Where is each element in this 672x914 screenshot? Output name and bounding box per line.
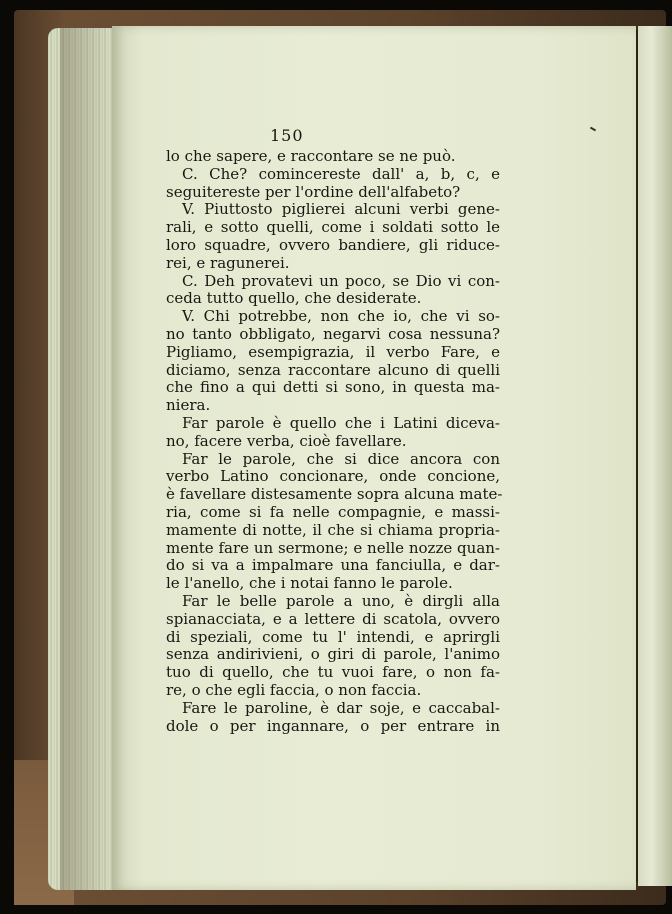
text-line: senza andirivieni, o giri di parole, l'animo: [166, 645, 500, 664]
text-line: mamente di notte, il che si chiama propria-: [166, 520, 500, 539]
text-line: no tanto obbligato, negarvi cosa nessuna?: [166, 324, 500, 343]
text-line: do si va a impalmare una fanciulla, e dar-: [166, 556, 500, 575]
text-line: V. Chi potrebbe, non che io, che vi so-: [182, 307, 500, 326]
text-line: ceda tutto quello, che desiderate.: [166, 289, 422, 308]
text-line: C. Deh provatevi un poco, se Dio vi con-: [182, 271, 500, 290]
text-line: Fare le paroline, è dar soje, e caccabal-: [182, 698, 500, 717]
text-line: lo che sapere, e raccontare se ne può.: [166, 147, 456, 165]
text-line: mente fare un sermone; e nelle nozze quan-: [166, 538, 500, 557]
text-line: Pigliamo, esempigrazia, il verbo Fare, e: [166, 342, 500, 361]
text-line: C. Che? comincereste dall' a, b, c, e: [182, 164, 500, 183]
text-line: di speziali, come tu l' intendi, e aprirgli: [166, 627, 500, 646]
text-line: no, facere verba, cioè favellare.: [166, 431, 407, 450]
text-line: Far le parole, che si dice ancora con: [182, 449, 500, 468]
text-line: dole o per ingannare, o per entrare in: [166, 716, 500, 735]
text-line: che fino a qui detti si sono, in questa ma-: [166, 378, 500, 397]
text-line: niera.: [166, 396, 211, 415]
text-line: loro squadre, ovvero bandiere, gli riduce-: [166, 235, 500, 254]
text-line: Far le belle parole a uno, è dirgli alla: [182, 591, 500, 610]
text-line: è favellare distesamente sopra alcuna mate-: [166, 485, 503, 504]
page-text: [166, 147, 503, 735]
text-line: spianacciata, e a lettere di scatola, ovvero: [166, 609, 500, 628]
text-line: ria, come si fa nelle compagnie, e massi-: [166, 502, 500, 521]
text-line: rei, e ragunerei.: [166, 253, 290, 272]
page-number: 150: [270, 126, 304, 145]
text-line: re, o che egli faccia, o non faccia.: [166, 680, 422, 699]
text-line: rali, e sotto quelli, come i soldati sotto le: [166, 218, 500, 237]
text-line: seguitereste per l'ordine dell'alfabeto?: [166, 182, 461, 201]
page-stack-right: [638, 26, 672, 886]
text-line: verbo Latino concionare, onde concione,: [166, 467, 500, 486]
text-line: Far parole è quello che i Latini diceva-: [182, 413, 500, 432]
text-line: diciamo, senza raccontare alcuno di quelli: [166, 360, 500, 379]
text-line: tuo di quello, che tu vuoi fare, o non fa-: [166, 663, 500, 682]
text-line: le l'anello, che i notai fanno le parole.: [166, 574, 453, 593]
text-line: V. Piuttosto piglierei alcuni verbi gene-: [182, 200, 500, 219]
